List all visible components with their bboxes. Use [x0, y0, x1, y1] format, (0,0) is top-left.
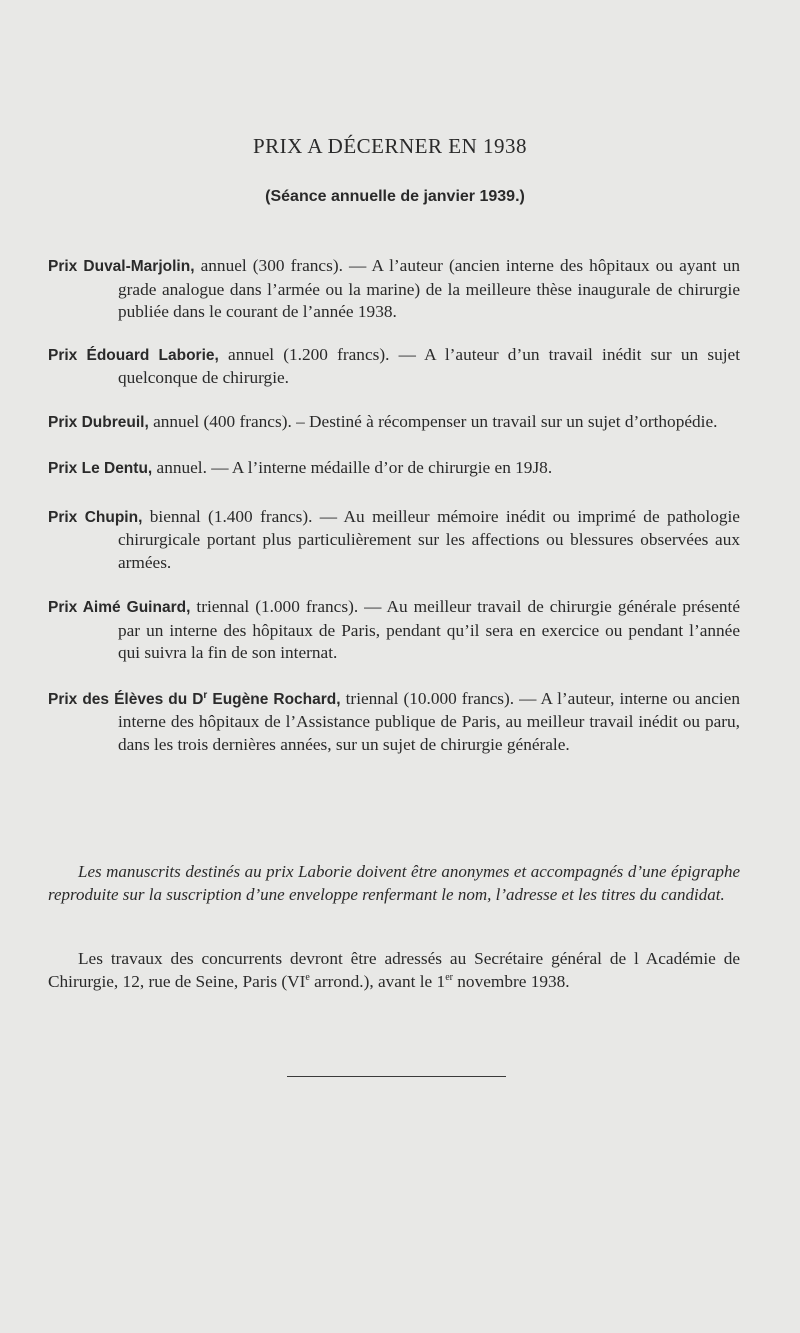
prize-description: triennal (10.000 francs). — A l’auteur, interne ou ancien interne des hôpitaux de l’Assistance publique de Paris, au meilleur travail inédit ou paru, dans les trois dernières années, sur un sujet de chirurgie générale.: [118, 688, 740, 754]
prize-edouard-laborie: [48, 344, 740, 390]
prize-eleves-rochard: [48, 688, 740, 757]
prize-name: Prix Édouard Laborie,: [48, 346, 219, 364]
page-subtitle: (Séance annuelle de janvier 1939.): [265, 188, 525, 205]
prize-name-pre: Prix des Élèves du D: [48, 690, 204, 708]
closing-paragraph: [48, 948, 740, 993]
prize-chupin: [48, 506, 740, 575]
page-title: PRIX A DÉCERNER EN 1938: [252, 134, 528, 158]
prize-name: Prix Aimé Guinard,: [48, 599, 191, 616]
prize-description: triennal (1.000 francs). — Au meilleur travail de chirurgie générale présenté par un interne des hôpitaux de Paris, pendant qu’il sera en exercice ou pendant l’année qui suivra la fin de son internat.: [118, 597, 740, 662]
prize-description: annuel (400 francs). – Destiné à récompenser un travail sur un sujet d’orthopédie.: [148, 411, 718, 431]
manuscript-note: Les manuscrits destinés au prix Laborie doivent être anonymes et accompagnés d’une épigraphe reproduite sur la suscription d’une enveloppe renfermant le nom, l’adresse et les titres du candidat.: [48, 862, 740, 904]
prize-name-sup: r: [203, 689, 208, 701]
prize-name: Prix Dubreuil,: [48, 413, 149, 431]
closing-text-2: arrond.), avant le 1: [309, 971, 446, 991]
closing-text-3: novembre 1938.: [452, 971, 570, 991]
prize-name: [48, 691, 341, 708]
prize-aime-guinard: [48, 596, 740, 665]
prize-name: Prix Le Dentu,: [48, 460, 153, 477]
prize-description: biennal (1.400 francs). — Au meilleur mémoire inédit ou imprimé de pathologie chirurgicale portant plus particulièrement sur les affections ou blessures observées aux armées.: [118, 506, 740, 572]
end-rule: [287, 1076, 506, 1077]
closing-sup-1: e: [305, 972, 310, 984]
prize-description: annuel (300 francs). — A l’auteur (ancien interne des hôpitaux ou ayant un grade analogue dans l’armée ou la marine) de la meilleure thèse inaugurale de chirurgie publiée dans le courant de l’année 1938.: [118, 256, 740, 321]
prize-name-post: Eugène Rochard,: [207, 690, 341, 708]
closing-text-1: Les travaux des concurrents devront être adressés au Secrétaire général de l Académie de Chirurgie, 12, rue de Seine, Paris (VI: [48, 949, 740, 991]
prize-dubreuil: [48, 411, 740, 435]
prize-name: Prix Chupin,: [48, 508, 143, 526]
prize-name: Prix Duval-Marjolin,: [48, 258, 195, 275]
prize-duval-marjolin: [48, 255, 740, 324]
prize-description: annuel. — A l’interne médaille d’or de chirurgie en 19J8.: [152, 458, 553, 477]
prize-le-dentu: [48, 457, 740, 481]
prize-description: annuel (1.200 francs). — A l’auteur d’un travail inédit sur un sujet quelconque de chirurgie.: [118, 344, 741, 387]
closing-sup-2: er: [445, 972, 453, 984]
prize-list: [48, 255, 740, 779]
